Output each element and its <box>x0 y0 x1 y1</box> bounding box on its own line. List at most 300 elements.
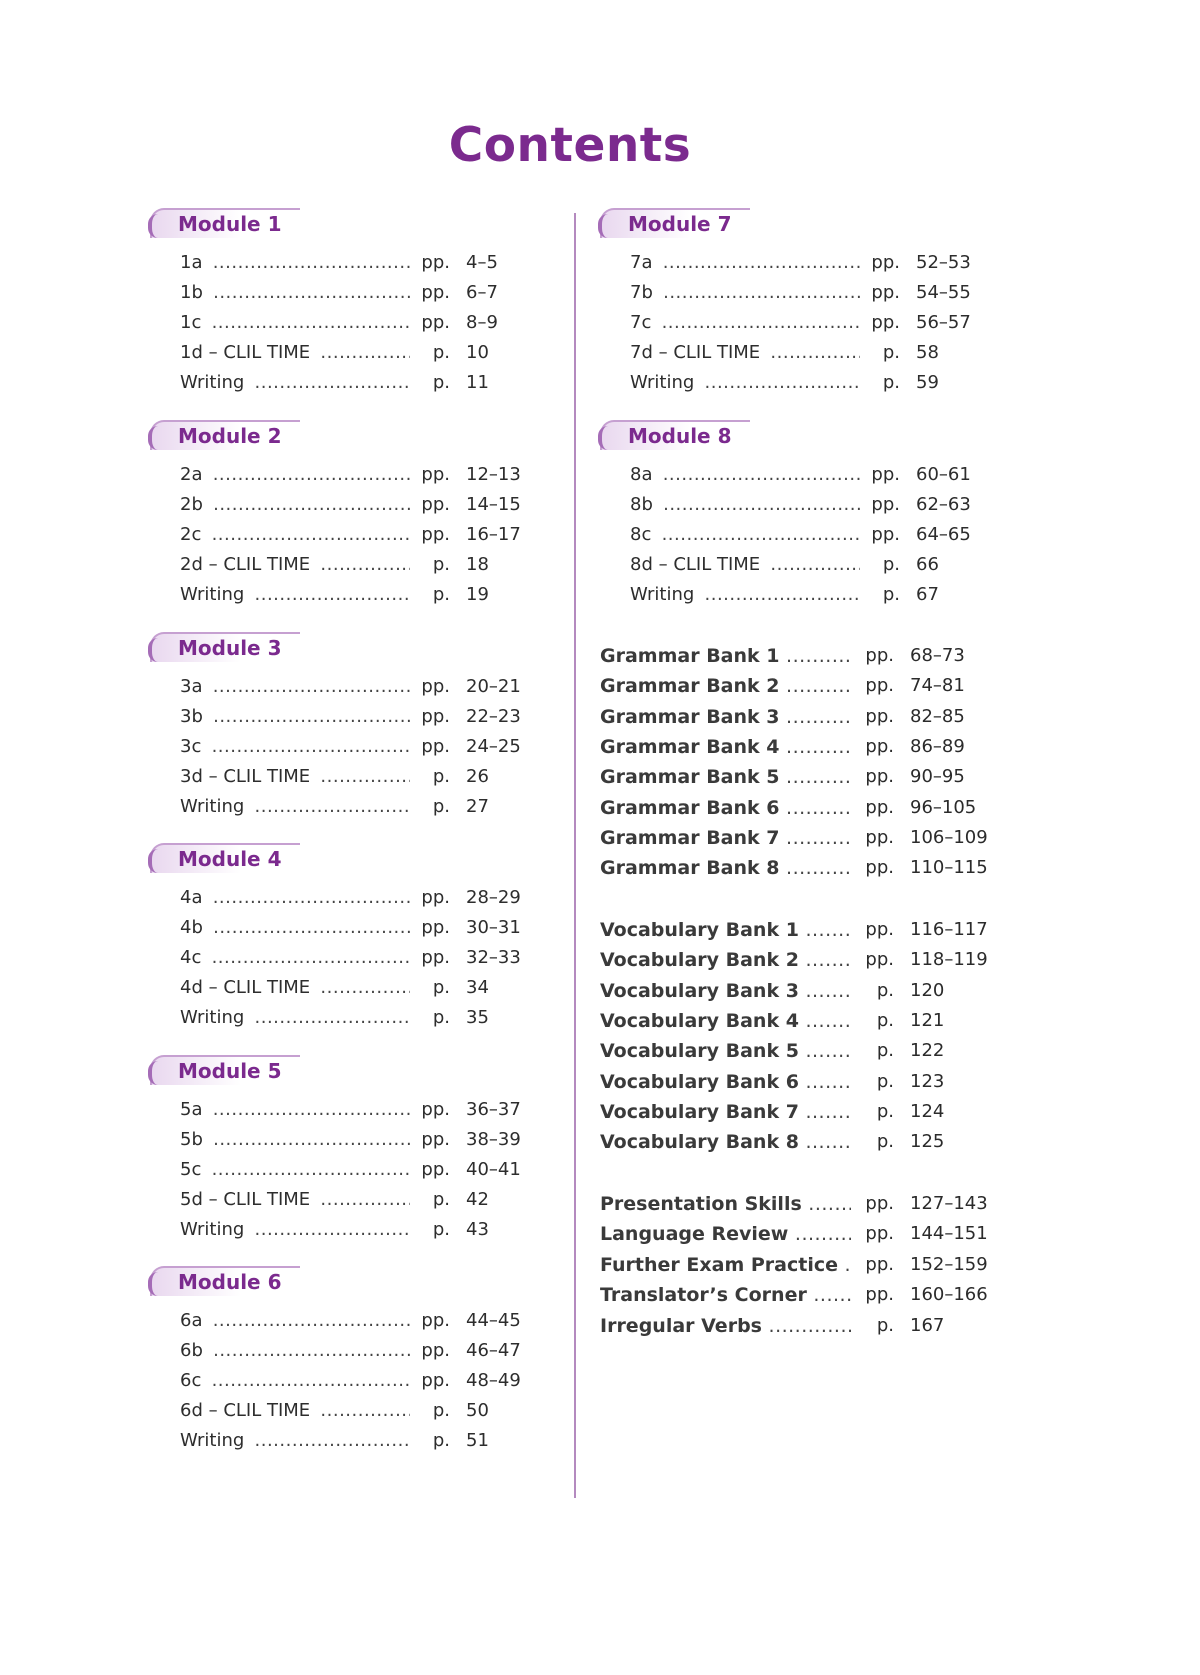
entry-label-text: Vocabulary Bank 5 <box>600 1040 799 1063</box>
page-range: 152–159 <box>910 1253 988 1275</box>
entry-label <box>600 916 851 944</box>
entry-label <box>600 733 851 761</box>
entry-label-text: Vocabulary Bank 4 <box>600 1009 799 1032</box>
page-abbrev: pp. <box>865 1253 894 1275</box>
page-range: 16–17 <box>466 524 521 545</box>
page-range: 12–13 <box>466 464 521 485</box>
toc-entry[interactable] <box>150 582 620 608</box>
entry-label-text: 1d – CLIL TIME <box>180 342 314 363</box>
entry-label-text: 2a <box>180 464 206 485</box>
entry-label <box>180 1368 410 1394</box>
page-range: 54–55 <box>916 282 971 303</box>
entry-label <box>180 462 410 488</box>
entry-label <box>180 1157 410 1183</box>
toc-entry[interactable] <box>600 492 1070 518</box>
entry-label-text: 7b <box>630 282 657 303</box>
module-title: Module 4 <box>178 847 282 871</box>
page-abbrev: pp. <box>421 1340 450 1361</box>
page-range: 36–37 <box>466 1099 521 1120</box>
page-abbrev: p. <box>432 554 450 575</box>
entry-label <box>600 946 851 974</box>
toc-entry[interactable] <box>600 733 1070 761</box>
toc-entry[interactable] <box>600 824 1070 852</box>
toc-entry[interactable] <box>150 310 620 336</box>
page-abbrev: pp. <box>421 464 450 485</box>
module-title: Module 1 <box>178 212 282 236</box>
toc-entry[interactable] <box>150 492 620 518</box>
page-abbrev: p. <box>432 1400 450 1421</box>
page-range: 66 <box>916 554 939 575</box>
entry-label-text: 2d – CLIL TIME <box>180 554 314 575</box>
entry-label-text: Vocabulary Bank 3 <box>600 979 799 1002</box>
page-abbrev: pp. <box>865 1284 894 1306</box>
entry-label-text: Vocabulary Bank 2 <box>600 949 799 972</box>
entry-label-text: 4a <box>180 887 206 908</box>
page-range: 106–109 <box>910 826 988 848</box>
entry-label-text: Grammar Bank 3 <box>600 705 780 728</box>
entry-label <box>180 492 410 518</box>
entry-label <box>600 1190 851 1218</box>
page-abbrev: p. <box>432 1007 450 1028</box>
page-abbrev: p. <box>876 979 894 1001</box>
page-abbrev: p. <box>876 1314 894 1336</box>
toc-entry[interactable] <box>600 1037 1070 1065</box>
toc-entry[interactable] <box>600 916 1070 944</box>
page-abbrev: pp. <box>871 494 900 515</box>
entry-label-text: Writing <box>180 796 248 817</box>
module-title: Module 2 <box>178 424 282 448</box>
toc-entry[interactable] <box>600 703 1070 731</box>
entry-label <box>600 1098 851 1126</box>
toc-entry[interactable] <box>600 672 1070 700</box>
entry-label <box>180 885 410 911</box>
toc-entry[interactable] <box>150 250 620 276</box>
page-abbrev: pp. <box>421 676 450 697</box>
page-range: 40–41 <box>466 1159 521 1180</box>
page-abbrev: p. <box>432 1430 450 1451</box>
toc-entry[interactable] <box>600 340 1070 366</box>
page-range: 51 <box>466 1430 489 1451</box>
page-range: 52–53 <box>916 252 971 273</box>
entry-label <box>630 250 860 276</box>
toc-entry[interactable] <box>600 552 1070 578</box>
module-title: Module 6 <box>178 1270 282 1294</box>
page-range: 48–49 <box>466 1370 521 1391</box>
page-range: 120 <box>910 979 945 1001</box>
toc-entry[interactable] <box>150 370 620 396</box>
page-abbrev: pp. <box>421 1129 450 1150</box>
entry-label <box>600 1281 851 1309</box>
entry-label <box>180 794 410 820</box>
page-range: 60–61 <box>916 464 971 485</box>
page-abbrev: pp. <box>871 252 900 273</box>
page-abbrev: pp. <box>865 919 894 940</box>
toc-entry[interactable] <box>600 794 1070 822</box>
page-abbrev: p. <box>876 1009 894 1031</box>
entry-label <box>600 1037 851 1065</box>
entry-label-text: 8c <box>630 524 655 545</box>
toc-entry[interactable] <box>600 642 1070 670</box>
toc-entry[interactable] <box>600 1190 1070 1218</box>
entry-label <box>630 340 860 366</box>
entry-label-text: 6c <box>180 1370 205 1391</box>
page-abbrev: pp. <box>865 675 894 697</box>
page-abbrev: pp. <box>871 282 900 303</box>
entry-label <box>600 642 851 670</box>
page-abbrev: p. <box>432 584 450 605</box>
entry-label-text: Further Exam Practice <box>600 1253 839 1276</box>
entry-label <box>600 977 851 1005</box>
page-abbrev: pp. <box>421 1099 450 1120</box>
entry-label <box>180 1127 410 1153</box>
entry-label-text: Vocabulary Bank 1 <box>600 919 799 941</box>
entry-label <box>600 1068 851 1096</box>
entry-label <box>180 1398 410 1424</box>
entry-label-text: 1c <box>180 312 205 333</box>
entry-label-text: 2c <box>180 524 205 545</box>
page-abbrev: pp. <box>865 949 894 971</box>
entry-label-text: 1a <box>180 252 206 273</box>
page-abbrev: p. <box>432 1189 450 1210</box>
toc-entry[interactable] <box>600 977 1070 1005</box>
page-range: 74–81 <box>910 675 965 697</box>
page-abbrev: pp. <box>421 917 450 938</box>
page-range: 58 <box>916 342 939 363</box>
entry-label-text: 8a <box>630 464 656 485</box>
page-range: 20–21 <box>466 676 521 697</box>
module-title: Module 8 <box>628 424 732 448</box>
entry-label-text: Writing <box>630 372 698 393</box>
entry-label-text: 4d – CLIL TIME <box>180 977 314 998</box>
page-abbrev: pp. <box>421 706 450 727</box>
page-abbrev: pp. <box>865 645 894 666</box>
toc-entry[interactable] <box>600 1220 1070 1248</box>
toc-entry[interactable] <box>600 462 1070 488</box>
toc-entry[interactable] <box>150 975 620 1001</box>
page-abbrev: p. <box>876 1040 894 1062</box>
page-range: 10 <box>466 342 489 363</box>
page-range: 27 <box>466 796 489 817</box>
toc-entry[interactable] <box>150 1428 620 1454</box>
entry-label-text: Writing <box>630 584 698 605</box>
entry-label <box>180 1217 410 1243</box>
page-abbrev: p. <box>876 1070 894 1092</box>
entry-label <box>600 1007 851 1035</box>
entry-label-text: 6d – CLIL TIME <box>180 1400 314 1421</box>
page-range: 82–85 <box>910 705 965 727</box>
page-abbrev: pp. <box>421 282 450 303</box>
entry-label <box>600 824 851 852</box>
page-range: 19 <box>466 584 489 605</box>
page-abbrev: pp. <box>421 252 450 273</box>
entry-label <box>630 280 860 306</box>
entry-label-text: Translator’s Corner <box>600 1284 807 1307</box>
entry-label <box>600 1220 851 1248</box>
module-header <box>150 1055 300 1085</box>
page-range: 96–105 <box>910 796 977 818</box>
page-range: 43 <box>466 1219 489 1240</box>
entry-label-text: 2b <box>180 494 207 515</box>
entry-label-text: 5a <box>180 1099 206 1120</box>
entry-label <box>180 370 410 396</box>
entry-label <box>630 582 860 608</box>
module-header <box>150 843 300 873</box>
toc-entry[interactable] <box>150 1157 620 1183</box>
module-title: Module 3 <box>178 636 282 660</box>
entry-label <box>180 975 410 1001</box>
entry-label-text: Presentation Skills <box>600 1193 802 1215</box>
page-range: 46–47 <box>466 1340 521 1361</box>
entry-label-text: Writing <box>180 1219 248 1240</box>
page-abbrev: p. <box>432 342 450 363</box>
page-range: 14–15 <box>466 494 521 515</box>
page-range: 122 <box>910 1040 945 1062</box>
entry-label <box>600 1312 851 1340</box>
entry-label <box>180 1428 410 1454</box>
page-abbrev: pp. <box>421 1370 450 1391</box>
page-range: 4–5 <box>466 252 498 273</box>
page-abbrev: pp. <box>865 766 894 788</box>
entry-label-text: Grammar Bank 8 <box>600 857 780 880</box>
module-title: Module 7 <box>628 212 732 236</box>
page-range: 62–63 <box>916 494 971 515</box>
page-abbrev: pp. <box>871 524 900 545</box>
toc-entry[interactable] <box>600 946 1070 974</box>
page-abbrev: pp. <box>865 735 894 757</box>
entry-label <box>180 945 410 971</box>
entry-label <box>180 250 410 276</box>
page-abbrev: pp. <box>421 312 450 333</box>
toc-entry[interactable] <box>150 1187 620 1213</box>
entry-label <box>180 915 410 941</box>
page-range: 124 <box>910 1100 945 1122</box>
page-abbrev: p. <box>882 584 900 605</box>
toc-entry[interactable] <box>150 1217 620 1243</box>
entry-label-text: Writing <box>180 1007 248 1028</box>
entry-label-text: 8b <box>630 494 657 515</box>
toc-entry[interactable] <box>600 1068 1070 1096</box>
page-range: 8–9 <box>466 312 498 333</box>
toc-entry[interactable] <box>150 794 620 820</box>
page-range: 38–39 <box>466 1129 521 1150</box>
page-range: 67 <box>916 584 939 605</box>
entry-label-text: Grammar Bank 2 <box>600 675 780 698</box>
toc-entry[interactable] <box>150 522 620 548</box>
column-divider <box>574 213 576 1498</box>
entry-label-text: 7d – CLIL TIME <box>630 342 764 363</box>
page-range: 125 <box>910 1131 945 1153</box>
entry-label-text: Vocabulary Bank 8 <box>600 1131 799 1154</box>
entry-label <box>600 794 851 822</box>
page-abbrev: pp. <box>421 1159 450 1180</box>
toc-entry[interactable] <box>600 280 1070 306</box>
entry-label-text: Writing <box>180 372 248 393</box>
toc-entry[interactable] <box>150 280 620 306</box>
toc-entry[interactable] <box>150 674 620 700</box>
toc-entry[interactable] <box>600 1312 1070 1340</box>
entry-label <box>600 854 851 882</box>
entry-label <box>600 1128 851 1156</box>
module-header <box>150 632 300 662</box>
page-abbrev: pp. <box>421 887 450 908</box>
page-range: 26 <box>466 766 489 787</box>
page-range: 18 <box>466 554 489 575</box>
page-range: 127–143 <box>910 1193 988 1214</box>
entry-label <box>630 552 860 578</box>
toc-entry[interactable] <box>600 522 1070 548</box>
entry-label-text: 3c <box>180 736 205 757</box>
page-abbrev: pp. <box>871 312 900 333</box>
page-abbrev: p. <box>882 554 900 575</box>
toc-entry[interactable] <box>600 310 1070 336</box>
toc-entry[interactable] <box>150 1097 620 1123</box>
entry-label <box>180 734 410 760</box>
entry-label <box>180 340 410 366</box>
toc-entry[interactable] <box>600 1098 1070 1126</box>
toc-entry[interactable] <box>150 734 620 760</box>
page-range: 110–115 <box>910 857 988 879</box>
toc-entry[interactable] <box>150 462 620 488</box>
entry-label-text: Grammar Bank 6 <box>600 796 780 819</box>
page-range: 118–119 <box>910 949 988 971</box>
page-abbrev: pp. <box>871 464 900 485</box>
entry-label-text: 4b <box>180 917 207 938</box>
page-range: 22–23 <box>466 706 521 727</box>
page-range: 144–151 <box>910 1223 988 1245</box>
page-range: 64–65 <box>916 524 971 545</box>
entry-label <box>630 522 860 548</box>
page-abbrev: pp. <box>421 494 450 515</box>
page-abbrev: pp. <box>421 524 450 545</box>
entry-label <box>630 310 860 336</box>
entry-label <box>180 310 410 336</box>
toc-entry[interactable] <box>150 885 620 911</box>
entry-label <box>180 704 410 730</box>
page-abbrev: pp. <box>865 1223 894 1245</box>
toc-entry[interactable] <box>600 1281 1070 1309</box>
entry-label-text: Writing <box>180 584 248 605</box>
toc-entry[interactable] <box>150 915 620 941</box>
page-abbrev: p. <box>432 1219 450 1240</box>
page-range: 68–73 <box>910 645 965 666</box>
page-abbrev: pp. <box>421 736 450 757</box>
toc-entry[interactable] <box>600 1007 1070 1035</box>
entry-label <box>600 672 851 700</box>
page-range: 30–31 <box>466 917 521 938</box>
entry-label-text: 3a <box>180 676 206 697</box>
page-abbrev: pp. <box>421 1310 450 1331</box>
module-header <box>600 420 750 450</box>
entry-label <box>180 1005 410 1031</box>
entry-label <box>180 280 410 306</box>
toc-entry[interactable] <box>150 1338 620 1364</box>
entry-label-text: Vocabulary Bank 7 <box>600 1100 799 1123</box>
page-abbrev: pp. <box>865 796 894 818</box>
toc-entry[interactable] <box>600 763 1070 791</box>
page-range: 32–33 <box>466 947 521 968</box>
page-range: 24–25 <box>466 736 521 757</box>
module-header <box>150 1266 300 1296</box>
entry-label-text: 3b <box>180 706 207 727</box>
page-range: 42 <box>466 1189 489 1210</box>
entry-label-text: 1b <box>180 282 207 303</box>
toc-entry[interactable] <box>600 582 1070 608</box>
page-abbrev: pp. <box>865 826 894 848</box>
entry-label-text: 6b <box>180 1340 207 1361</box>
page-abbrev: p. <box>432 766 450 787</box>
entry-label <box>600 703 851 731</box>
page-abbrev: p. <box>882 342 900 363</box>
toc-entry[interactable] <box>150 1398 620 1424</box>
page-range: 28–29 <box>466 887 521 908</box>
entry-label-text: 8d – CLIL TIME <box>630 554 764 575</box>
entry-label-text: Grammar Bank 5 <box>600 766 780 789</box>
page-abbrev: p. <box>876 1131 894 1153</box>
entry-label-text: 7a <box>630 252 656 273</box>
module-header <box>600 208 750 238</box>
entry-label-text: 7c <box>630 312 655 333</box>
module-title: Module 5 <box>178 1059 282 1083</box>
page-abbrev: p. <box>882 372 900 393</box>
toc-entry[interactable] <box>150 340 620 366</box>
entry-label <box>180 522 410 548</box>
toc-entry[interactable] <box>150 552 620 578</box>
page-abbrev: p. <box>432 372 450 393</box>
page-range: 121 <box>910 1009 945 1031</box>
entry-label <box>180 1338 410 1364</box>
page-range: 6–7 <box>466 282 498 303</box>
page-range: 86–89 <box>910 735 965 757</box>
page-abbrev: pp. <box>865 705 894 727</box>
entry-label-text: Grammar Bank 4 <box>600 735 780 758</box>
toc-entry[interactable] <box>600 250 1070 276</box>
module-header <box>150 420 300 450</box>
page-range: 34 <box>466 977 489 998</box>
page-range: 160–166 <box>910 1284 988 1306</box>
toc-entry[interactable] <box>150 1368 620 1394</box>
entry-label-text: 4c <box>180 947 205 968</box>
page-range: 90–95 <box>910 766 965 788</box>
page-range: 11 <box>466 372 489 393</box>
entry-label-text: Irregular Verbs <box>600 1314 762 1337</box>
entry-label-text: Vocabulary Bank 6 <box>600 1070 799 1093</box>
toc-entry[interactable] <box>150 1127 620 1153</box>
page-range: 56–57 <box>916 312 971 333</box>
entry-label-text: Language Review <box>600 1223 789 1246</box>
page-range: 35 <box>466 1007 489 1028</box>
page-range: 44–45 <box>466 1310 521 1331</box>
entry-label-text: 6a <box>180 1310 206 1331</box>
entry-label-text: Grammar Bank 1 <box>600 645 780 667</box>
page-title: Contents <box>448 118 692 173</box>
page-range: 116–117 <box>910 919 988 940</box>
entry-label <box>600 763 851 791</box>
toc-entry[interactable] <box>150 764 620 790</box>
toc-entry[interactable] <box>600 1128 1070 1156</box>
toc-entry[interactable] <box>150 704 620 730</box>
toc-entry[interactable] <box>150 1308 620 1334</box>
toc-entry[interactable] <box>600 854 1070 882</box>
entry-label <box>630 370 860 396</box>
page-abbrev: pp. <box>421 947 450 968</box>
toc-entry[interactable] <box>150 945 620 971</box>
toc-entry[interactable] <box>150 1005 620 1031</box>
toc-entry[interactable] <box>600 370 1070 396</box>
entry-label-text: Writing <box>180 1430 248 1451</box>
entry-label <box>180 1187 410 1213</box>
entry-label <box>180 1097 410 1123</box>
toc-entry[interactable] <box>600 1251 1070 1279</box>
